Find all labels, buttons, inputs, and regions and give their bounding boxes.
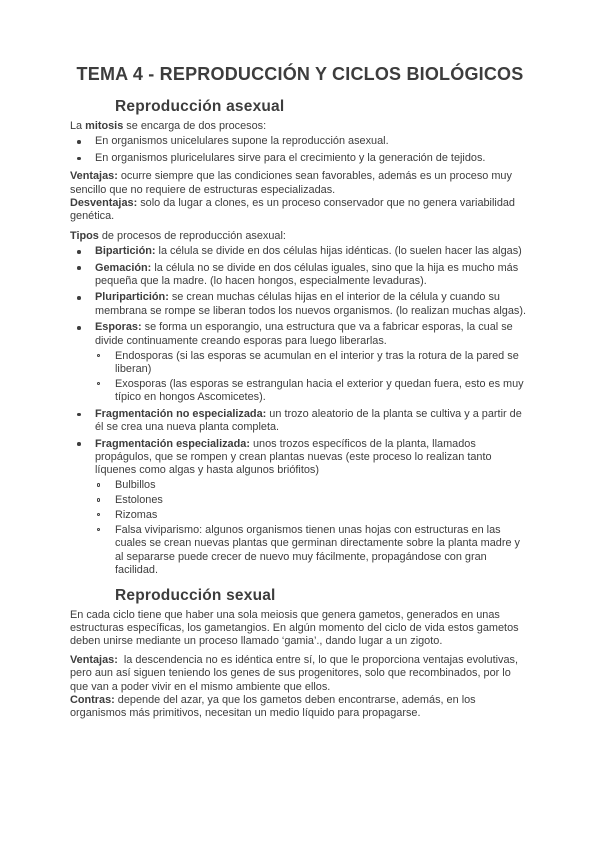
list-item [70,408,530,435]
bullet-icon [77,266,81,270]
tipos-text: de procesos de reproducción asexual: [98,229,286,242]
list-item [70,135,530,148]
mitosis-process-list [70,135,530,165]
paragraph-desventajas-asexual [70,197,530,224]
sub-list-item-text: Falsa viviparismo: algunos organismos tienen unas hojas con estructuras en las cuales se crean nuevas plantas que germinan directamente sobre la planta madre y al separarse puede crecer de nuevo muy fácilmente, propagándose con gran facilidad. [115,523,524,577]
sub-list-item-text: Bulbillos [115,479,156,492]
term-description: la célula se divide en dos células hijas idénticas. (lo suelen hacer las algas) [155,245,522,258]
circle-bullet-icon [97,382,100,385]
paragraph-contras-sexual [70,694,530,721]
list-item-text: En organismos unicelulares supone la reproducción asexual. [95,135,389,148]
list-item-text [95,291,526,316]
list-item [70,262,530,289]
list-item [70,245,530,258]
sub-list-item [95,494,530,507]
ventajas-label: Ventajas: [70,170,118,183]
bullet-icon [77,157,81,161]
circle-bullet-icon [97,528,100,531]
list-item-text: En organismos pluricelulares sirve para el crecimiento y la generación de tejidos. [95,151,486,164]
sub-list-item [95,524,530,578]
sub-list-item-text: Estolones [115,494,163,507]
contras-label: Contras: [70,694,115,707]
list-item [70,321,530,404]
section-heading-asexual: Reproducción asexual [115,98,285,115]
ventajas-text: ocurre siempre que las condiciones sean favorables, además es un proceso muy sencillo que no requiere de estructuras especializadas. [70,170,515,196]
tipos-label: Tipos [70,229,99,242]
paragraph-mitosis-intro [70,120,530,133]
term-label: Bipartición: [95,245,156,258]
bullet-icon [77,140,81,144]
list-item-text [95,408,525,433]
esporas-sub-list [95,350,530,405]
tipos-list [70,245,530,577]
term-label: Esporas: [95,321,142,334]
term-description: la célula no se divide en dos células iguales, sino que la hija es mucho más pequeña que la madre. (lo hacen hongos, especialmente levaduras). [95,261,522,288]
sub-list-item [95,509,530,522]
contras-text: depende del azar, ya que los gametos deben encontrarse, además, en los organismos más primitivos, necesitan un medio líquido para propagarse. [70,694,479,720]
intro-pre: La [70,120,86,132]
circle-bullet-icon [97,354,100,357]
bullet-icon [77,413,81,417]
term-description: se forma un esporangio, una estructura que va a fabricar esporas, la cual se divide continuamente creando esporas para luego liberarlas. [95,321,516,347]
desventajas-label: Desventajas: [70,197,138,210]
bullet-icon [77,442,81,446]
paragraph-tipos-lead [70,230,530,243]
document-content [0,97,600,721]
term-label: Pluripartición: [95,291,169,304]
sub-list-item-text: Rizomas [115,509,158,522]
ventajas-text: la descendencia no es idéntica entre sí, lo que le proporciona ventajas evolutivas, pero aun así siguen teniendo los genes de sus progenitores, solo que recombinados, por lo que van a poder vivir en el mismo ambiente que ellos. [70,653,522,693]
term-description: un trozo aleatorio de la planta se cultiva y a partir de él se crea una nueva planta completa. [95,407,525,434]
mitosis-term: mitosis [85,120,124,132]
list-item-text [95,245,522,257]
bullet-icon [77,296,81,300]
circle-bullet-icon [97,513,100,516]
bullet-icon [77,326,81,330]
list-item-text [95,438,495,477]
asexual-pros-cons-block [70,170,530,224]
list-item-text [95,321,516,346]
term-label: Gemación: [95,261,152,274]
paragraph-ventajas-sexual [70,654,530,694]
list-item-text [95,262,521,287]
term-description: unos trozos específicos de la planta, llamados propágulos, que se rompen y crean plantas nuevas (este proceso lo realizan tanto líquenes como algas y hasta algunos briófitos) [95,437,495,477]
sub-list-item [95,350,530,377]
term-description: se crean muchas células hijas en el interior de la célula y cuando su membrana se rompe se liberan todos los nuevos organismos. (lo realizan muchas algas). [95,291,526,317]
circle-bullet-icon [97,483,100,486]
list-item [70,438,530,578]
term-label: Fragmentación no especializada: [95,407,267,420]
fragmentacion-sub-list [95,479,530,577]
term-label: Fragmentación especializada: [95,437,250,450]
sub-list-item [95,479,530,492]
intro-rest: se encarga de dos procesos: [123,120,267,132]
list-item [70,291,530,318]
paragraph-ventajas-asexual [70,170,530,197]
circle-bullet-icon [97,498,100,501]
desventajas-text: solo da lugar a clones, es un proceso conservador que no genera variabilidad genética. [70,197,519,223]
ventajas-label: Ventajas: [70,653,118,666]
document-title: TEMA 4 - REPRODUCCIÓN Y CICLOS BIOLÓGICOS [76,64,524,84]
sub-list-item-text: Exosporas (las esporas se estrangulan hacia el exterior y quedan fuera, esto es muy típico en hongos Ascomicetes). [115,377,527,404]
section-heading-sexual: Reproducción sexual [115,586,276,604]
sub-list-item-text: Endosporas (si las esporas se acumulan en el interior y tras la rotura de la pared se liberan) [115,349,522,375]
bullet-icon [77,250,81,254]
sexual-pros-cons-block [70,654,530,721]
paragraph-sexual-intro: En cada ciclo tiene que haber una sola meiosis que genera gametos, generados en unas estructuras específicas, los gametangios. En algún momento del ciclo de vida estos gametos deben unirse mediante un proceso llamado ‘gamia’., dando lugar a un zigoto. [70,608,522,648]
list-item [70,152,530,165]
sub-list-item [95,378,530,405]
